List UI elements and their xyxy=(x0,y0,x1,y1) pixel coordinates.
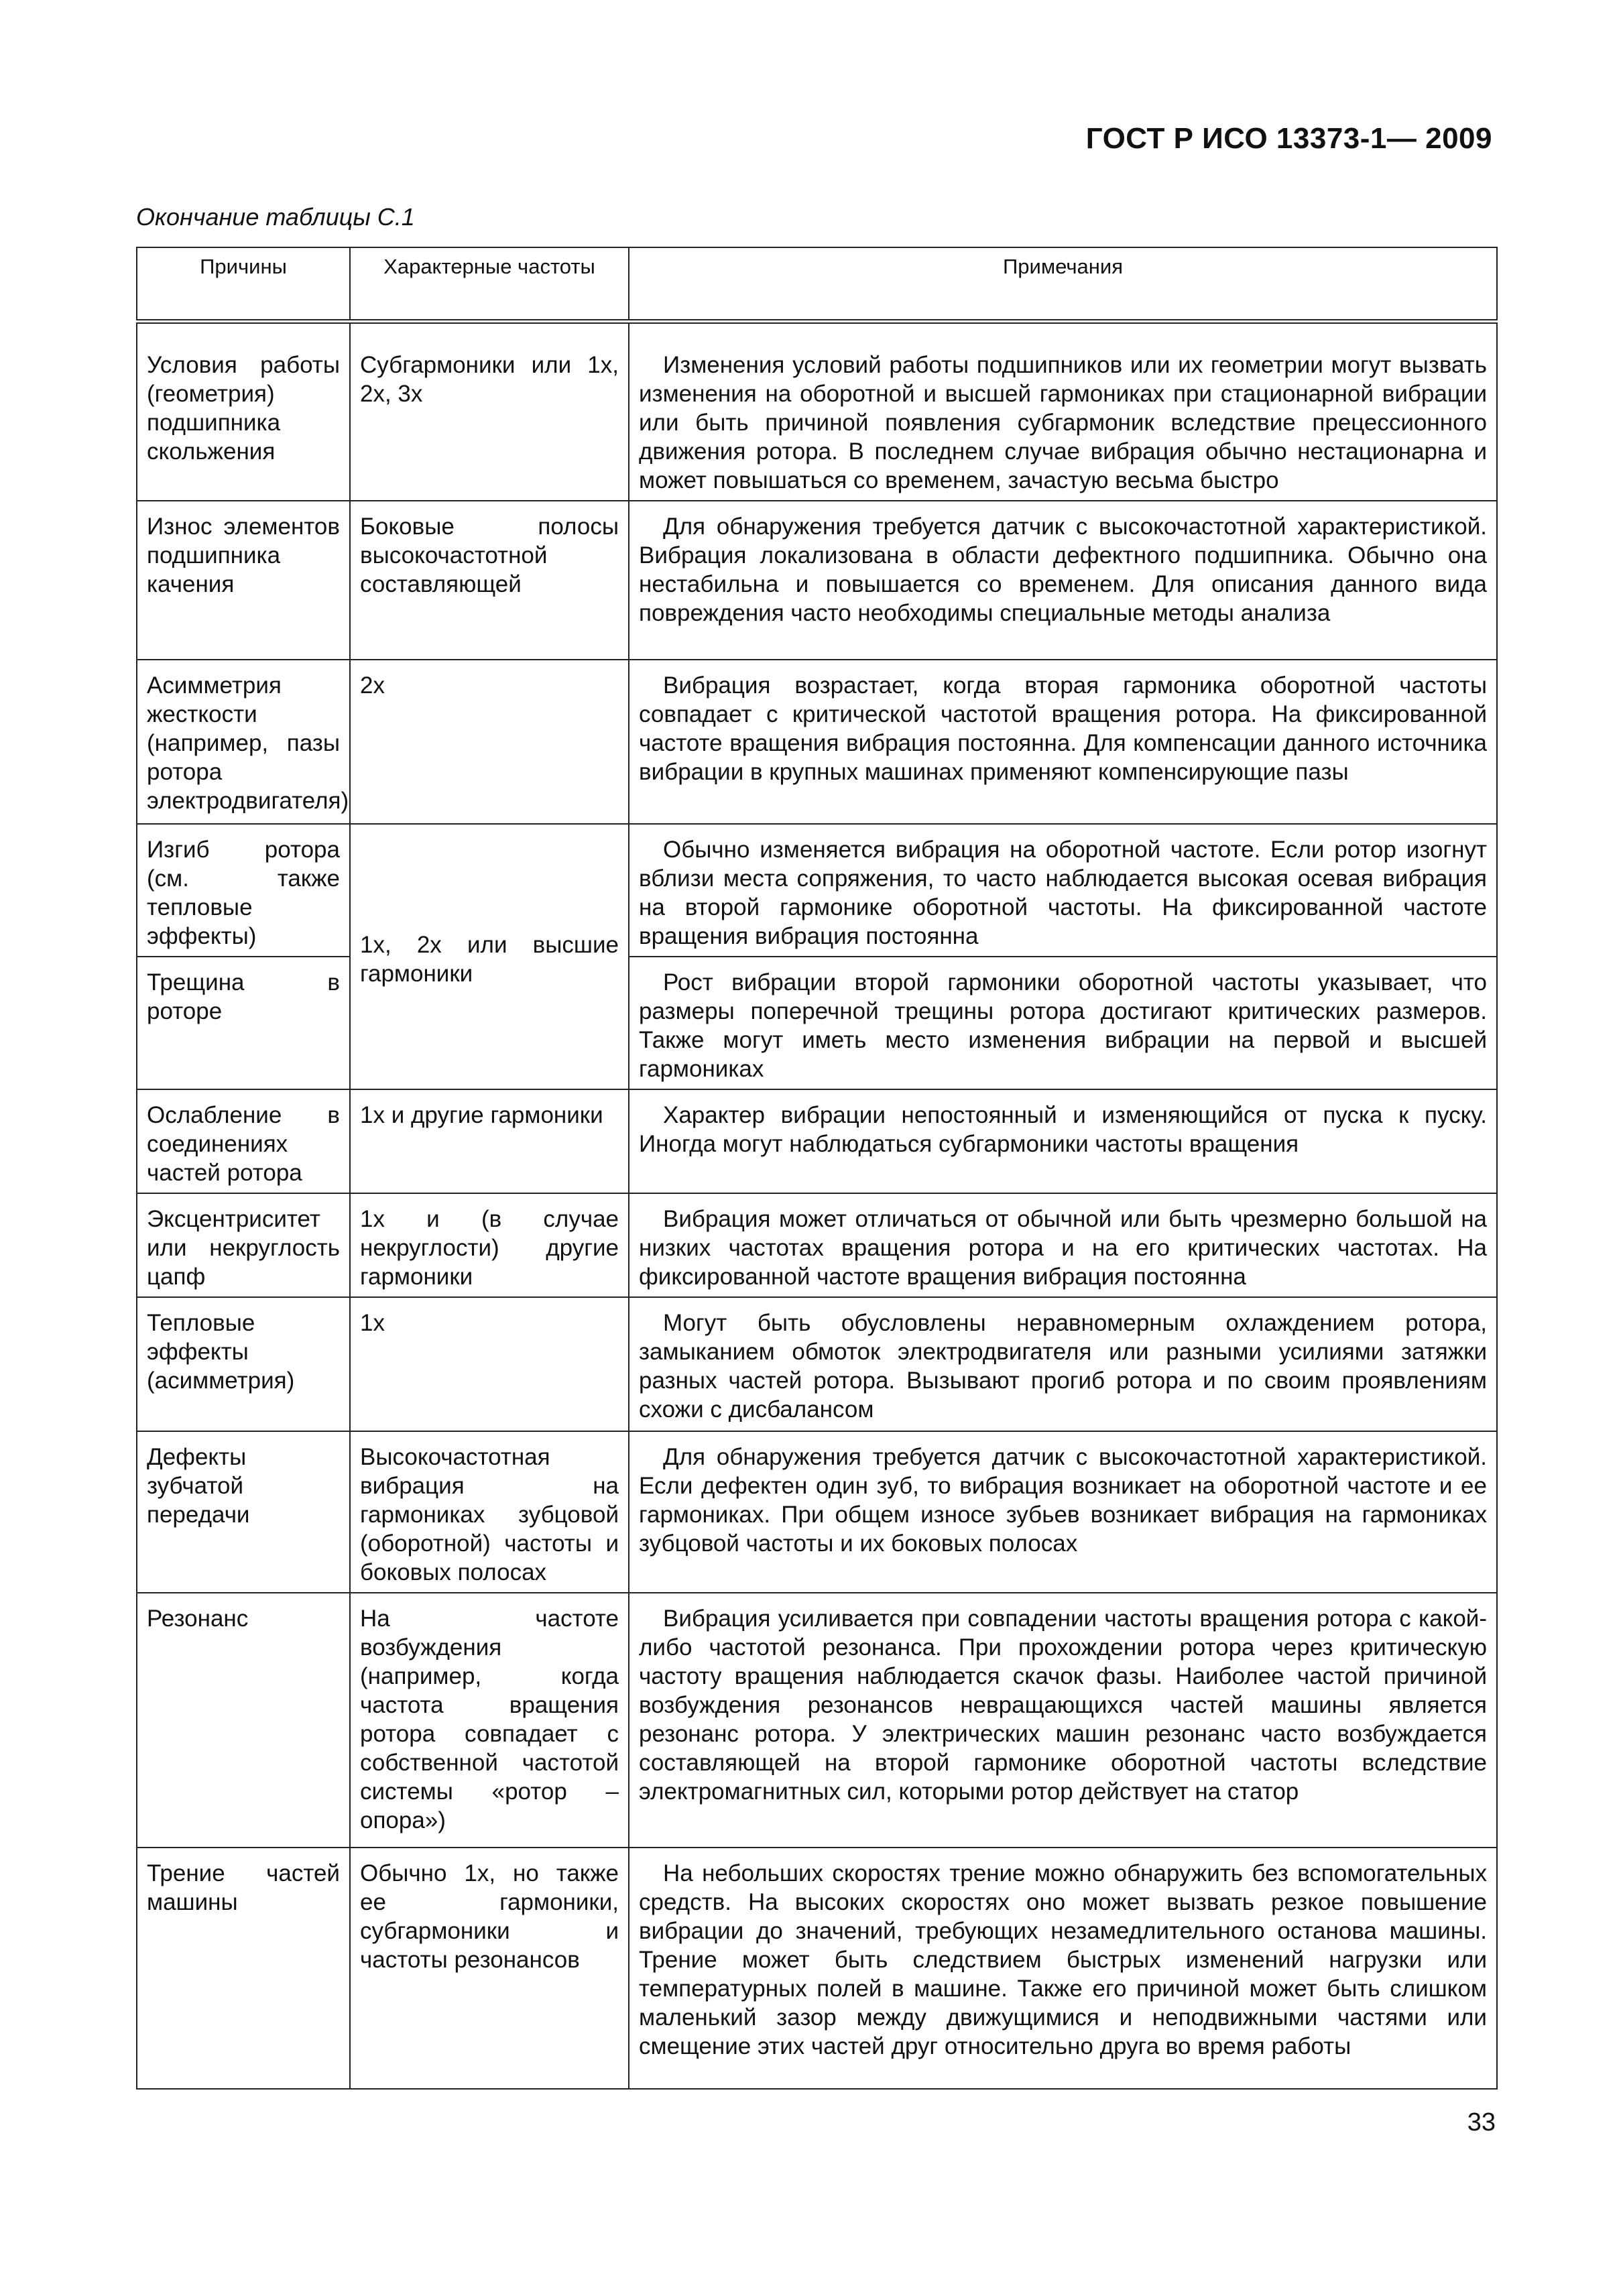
page-number: 33 xyxy=(1467,2108,1496,2136)
note-cell: Вибрация возрастает, когда вторая гармоника оборотной частоты совпадает с критической частотой вращения ротора. На фиксированной частоте вращения вибрация постоянна. Для компенсации данного источника вибрации в крупных машинах применяют компенсирующие пазы xyxy=(629,660,1497,824)
column-header-causes: Причины xyxy=(137,247,350,322)
frequency-cell: Высокочастотная вибрация на гармониках зубцовой (оборотной) частоты и боковых полосах xyxy=(350,1431,629,1593)
note-cell: Изменения условий работы подшипников или их геометрии могут вызвать изменения на оборотной и высшей гармониках при стационарной вибрации или быть причиной появления субгармоник вследствие прецессионного движения ротора. В последнем случае вибрация обычно нестационарна и может повышаться со временем, зачастую весьма быстро xyxy=(629,322,1497,501)
cause-cell: Трещина в роторе xyxy=(137,957,350,1089)
note-cell: Характер вибрации непостоянный и изменяющийся от пуска к пуску. Иногда могут наблюдаться субгармоники частоты вращения xyxy=(629,1089,1497,1193)
table-row xyxy=(137,957,1497,1089)
frequency-cell: 1x и другие гармоники xyxy=(350,1089,629,1193)
frequency-cell: 1x и (в случае некруглости) другие гармоники xyxy=(350,1193,629,1297)
note-cell: Обычно изменяется вибрация на оборотной частоте. Если ротор изогнут вблизи места сопряжения, то часто наблюдается высокая осевая вибрация на второй гармонике оборотной частоты. На фиксированной частоте вращения вибрация постоянна xyxy=(629,824,1497,957)
note-cell: На небольших скоростях трение можно обнаружить без вспомогательных средств. На высоких скоростях оно может вызвать резкое повышение вибрации до значений, требующих незамедлительного останова машины. Трение может быть следствием быстрых изменений нагрузки или температурных полей в машине. Также его причиной может быть слишком маленький зазор между движущимися и неподвижными частями или смещение этих частей друг относительно друга во время работы xyxy=(629,1848,1497,2089)
note-cell: Вибрация усиливается при совпадении частоты вращения ротора с какой-либо частотой резонанса. При прохождении ротора через критическую частоту вращения наблюдается скачок фазы. Наиболее частой причиной возбуждения резонансов невращающихся частей машины является резонанс ротора. У электрических машин резонанс часто возбуждается составляющей на второй гармонике оборотной частоты вследствие электромагнитных сил, которыми ротор действует на статор xyxy=(629,1593,1497,1848)
table-row xyxy=(137,1089,1497,1193)
table-row xyxy=(137,1193,1497,1297)
cause-cell: Изгиб ротора (см. также тепловые эффекты) xyxy=(137,824,350,957)
standard-designation: ГОСТ Р ИСО 13373-1— 2009 xyxy=(1085,122,1492,155)
table-row xyxy=(137,1593,1497,1848)
note-cell: Вибрация может отличаться от обычной или быть чрезмерно большой на низких частотах вращения ротора и на его критических частотах. На фиксированной частоте вращения вибрация постоянна xyxy=(629,1193,1497,1297)
frequency-cell: На частоте возбуждения (например, когда частота вращения ротора совпадает с собственной частотой системы «ротор –опора») xyxy=(350,1593,629,1848)
table-header-row xyxy=(137,247,1497,322)
frequency-cell: Боковые полосы высокочастотной составляющей xyxy=(350,501,629,660)
table-row xyxy=(137,501,1497,660)
column-header-frequencies: Характерные частоты xyxy=(350,247,629,322)
note-cell: Для обнаружения требуется датчик с высокочастотной характеристикой. Вибрация локализована в области дефектного подшипника. Обычно она нестабильна и повышается со временем. Для описания данного вида повреждения часто необходимы специальные методы анализа xyxy=(629,501,1497,660)
table-row xyxy=(137,824,1497,957)
cause-cell: Износ элементов подшипника качения xyxy=(137,501,350,660)
column-header-notes: Примечания xyxy=(629,247,1497,322)
frequency-cell: 1x xyxy=(350,1297,629,1431)
frequency-cell: 2x xyxy=(350,660,629,824)
cause-cell: Ослабление в соединениях частей ротора xyxy=(137,1089,350,1193)
cause-cell: Асимметрия жесткости (например, пазы ротора электродвигателя) xyxy=(137,660,350,824)
cause-cell: Условия работы (геометрия) подшипника скольжения xyxy=(137,322,350,501)
table-row xyxy=(137,660,1497,824)
causes-table xyxy=(136,247,1498,2090)
table-caption: Окончание таблицы С.1 xyxy=(136,203,415,231)
cause-cell: Эксцентриситет или некруглость цапф xyxy=(137,1193,350,1297)
table-row xyxy=(137,1297,1497,1431)
note-cell: Рост вибрации второй гармоники оборотной частоты указывает, что размеры поперечной трещины ротора достигают критических размеров. Также могут иметь место изменения вибрации на первой и высшей гармониках xyxy=(629,957,1497,1089)
frequency-cell: 1x, 2x или высшие гармоники xyxy=(350,824,629,1089)
cause-cell: Тепловые эффекты (асимметрия) xyxy=(137,1297,350,1431)
note-cell: Для обнаружения требуется датчик с высокочастотной характеристикой. Если дефектен один зуб, то вибрация возникает на оборотной частоте и ее гармониках. При общем износе зубьев возникает вибрация на гармониках зубцовой частоты и их боковых полосах xyxy=(629,1431,1497,1593)
table-row xyxy=(137,322,1497,501)
note-cell: Могут быть обусловлены неравномерным охлаждением ротора, замыканием обмоток электродвигателя или разными усилиями затяжки разных частей ротора. Вызывают прогиб ротора и по своим проявлениям схожи с дисбалансом xyxy=(629,1297,1497,1431)
frequency-cell: Субгармоники или 1x, 2x, 3x xyxy=(350,322,629,501)
table-row xyxy=(137,1848,1497,2089)
frequency-cell: Обычно 1x, но также ее гармоники, субгармоники и частоты резонансов xyxy=(350,1848,629,2089)
table-row xyxy=(137,1431,1497,1593)
cause-cell: Трение частей машины xyxy=(137,1848,350,2089)
cause-cell: Дефекты зубчатой передачи xyxy=(137,1431,350,1593)
cause-cell: Резонанс xyxy=(137,1593,350,1848)
